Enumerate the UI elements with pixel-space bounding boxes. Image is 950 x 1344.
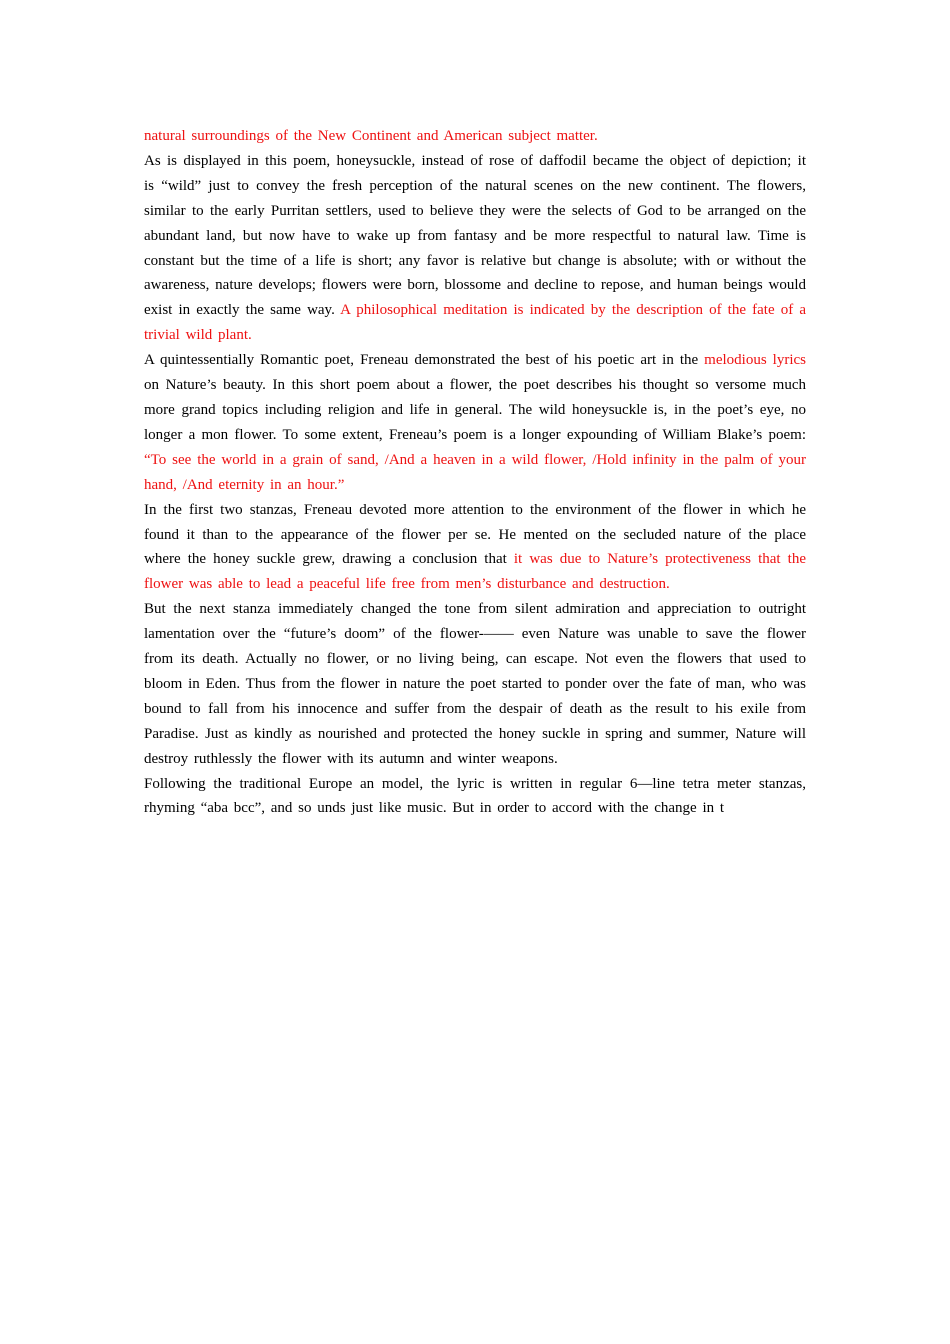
body-text-run: Following the traditional Europe an model, the lyric is written in regular 6—line tetra meter stanzas, rhyming “aba bcc”, and so unds just like music. But in order to accord with the change in t xyxy=(144,775,806,817)
paragraph xyxy=(144,149,806,348)
paragraph xyxy=(144,124,806,149)
body-text-run: But the next stanza immediately changed the tone from silent admiration and appreciation to outright lamentation over the “future’s doom” of the flower-—— even Nature was unable to save the flower from its death. Actually no flower, or no living being, can escape. Not even the flowers that used to bloom in Eden. Thus from the flower in nature the poet started to ponder over the fate of man, who was bound to fall from his innocence and suffer from the despair of death as the result to his exile from Paradise. Just as kindly as nourished and protected the honey suckle in spring and summer, Nature will destroy ruthlessly the flower with its autumn and winter weapons. xyxy=(144,601,806,767)
highlighted-text: “To see the world in a grain of sand, /And a heaven in a wild flower, /Hold infinity in the palm of your hand, /And eternity in an hour.” xyxy=(144,451,806,493)
body-text-run: A quintessentially Romantic poet, Freneau demonstrated the best of his poetic art in the xyxy=(144,352,705,369)
paragraph xyxy=(144,597,806,771)
body-text-run: on Nature’s beauty. In this short poem about a flower, the poet describes his thought so versome much more grand topics including religion and life in general. The wild honeysuckle is, in the poet’s eye, no longer a mon flower. To some extent, Freneau’s poem is a longer expounding of William Blake’s poem: xyxy=(144,377,806,443)
paragraph xyxy=(144,348,806,497)
paragraph xyxy=(144,772,806,822)
body-text xyxy=(144,124,806,821)
highlighted-text: it was due to Nature’s protectiveness that the flower was able to lead a peaceful life free from men’s disturbance and destruction. xyxy=(144,551,806,593)
body-text-run: In the first two stanzas, Freneau devoted more attention to the environment of the flower in which he found it than to the appearance of the flower per se. He mented on the secluded nature of the place where the honey suckle grew, drawing a conclusion that xyxy=(144,501,806,568)
highlighted-text: A philosophical meditation is indicated by the description of the fate of a trivial wild plant. xyxy=(144,302,807,344)
highlighted-text: melodious lyrics xyxy=(704,352,806,369)
body-text-run: As is displayed in this poem, honeysuckle, instead of rose of daffodil became the object of depiction; it is “wild” just to convey the fresh perception of the natural scenes on the new continent. The flowers, similar to the early Purritan settlers, used to believe they were the selects of God to be arranged on the abundant land, but now have to wake up from fantasy and be more respectful to natural law. Time is constant but the time of a life is short; any favor is relative but change is absolute; with or without the awareness, nature develops; flowers were born, blossome and decline to repose, and human beings would exist in exactly the same way. xyxy=(144,152,806,319)
paragraph xyxy=(144,498,806,598)
highlighted-text: natural surroundings of the New Continent and American subject matter. xyxy=(144,128,598,144)
